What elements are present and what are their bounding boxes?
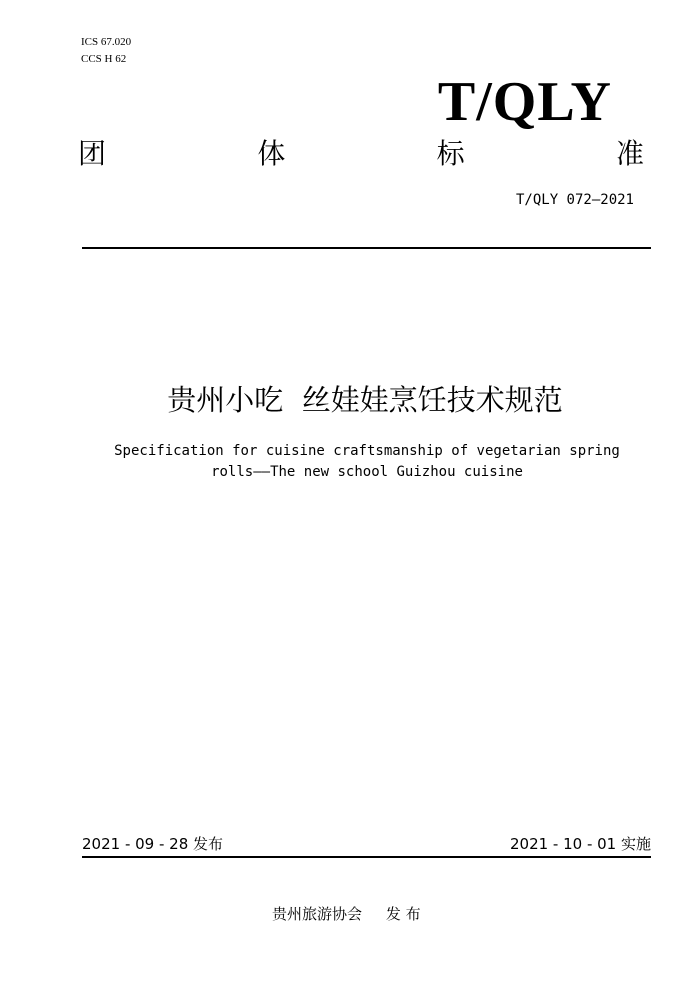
standard-logo: T/QLY	[437, 71, 612, 133]
standard-type-char-3: 标	[436, 137, 465, 170]
standard-type-char-1: 团	[78, 137, 107, 170]
bottom-divider	[82, 856, 651, 858]
standard-type-char-4: 准	[615, 137, 644, 170]
standard-type-char-2: 体	[257, 137, 286, 170]
english-title-line-2: rolls——The new school Guizhou cuisine	[211, 464, 523, 480]
standard-type-heading	[78, 134, 644, 174]
top-divider	[82, 247, 651, 249]
ics-code: ICS 67.020	[81, 36, 132, 48]
publisher: 贵州旅游协会 发 布	[272, 905, 421, 923]
ccs-code: CCS H 62	[81, 53, 127, 65]
english-title-line-1: Specification for cuisine craftsmanship of vegetarian spring	[114, 443, 620, 459]
issue-date: 2021 - 09 - 28 发布	[82, 835, 224, 853]
chinese-title: 贵州小吃 丝娃娃烹饪技术规范	[167, 383, 563, 417]
english-title	[100, 441, 634, 483]
standard-number: T/QLY 072—2021	[515, 192, 634, 208]
implementation-date: 2021 - 10 - 01 实施	[509, 835, 651, 853]
